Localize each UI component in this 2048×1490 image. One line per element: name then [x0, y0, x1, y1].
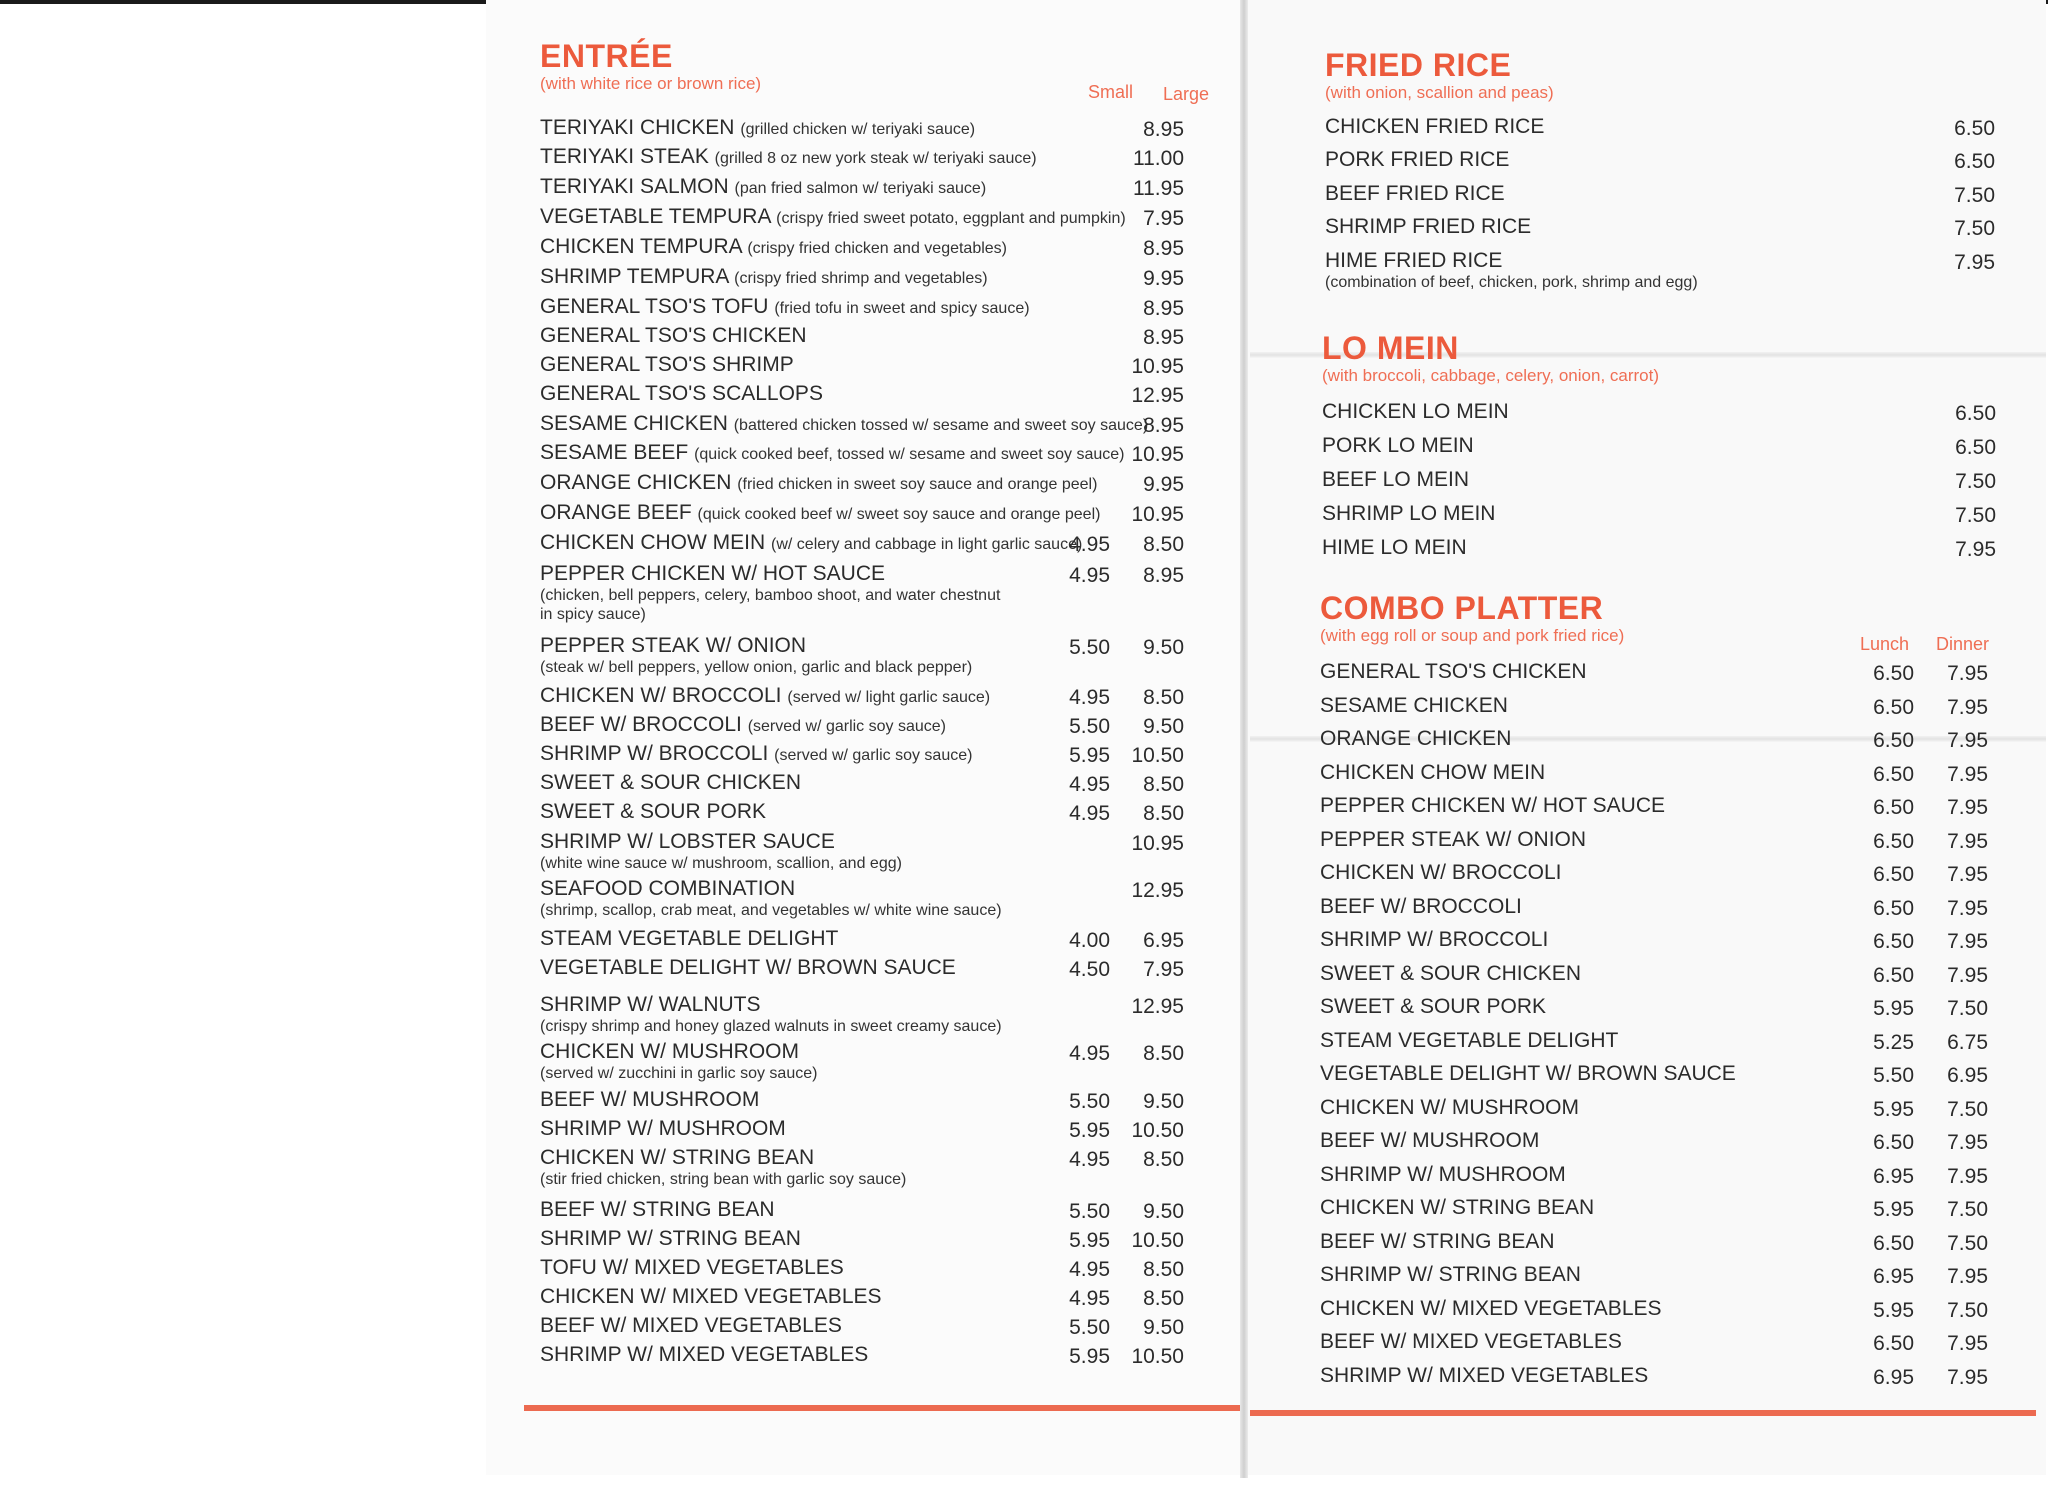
price-large: 8.50	[1143, 1287, 1184, 1310]
menu-item-row	[1320, 761, 2010, 785]
price-large: 10.50	[1131, 744, 1184, 767]
menu-item-row	[540, 634, 1220, 677]
price-large: 9.50	[1143, 636, 1184, 659]
price-large: 6.95	[1143, 929, 1184, 952]
center-fold	[1240, 0, 1248, 1478]
item-description: (steak w/ bell peppers, yellow onion, garlic and black pepper)	[540, 659, 973, 676]
item-name: SHRIMP W/ MIXED VEGETABLES	[1320, 1363, 1649, 1387]
price-dinner: 7.95	[1947, 963, 1988, 987]
menu-item-row	[1320, 1263, 2010, 1287]
price-lunch: 5.95	[1873, 997, 1914, 1020]
menu-item-row	[1322, 536, 2002, 560]
item-description: (served w/ zucchini in garlic soy sauce)	[540, 1065, 818, 1082]
menu-item-row	[540, 1088, 1220, 1112]
price-small: 5.50	[1069, 1090, 1110, 1113]
menu-item-row	[1320, 1029, 2010, 1053]
price-lunch: 6.50	[1873, 863, 1914, 886]
item-name: SHRIMP W/ STRING BEAN	[1320, 1263, 1581, 1286]
menu-item-row	[1322, 434, 2002, 458]
item-name: VEGETABLE DELIGHT W/ BROWN SAUCE	[540, 956, 956, 979]
item-name: SHRIMP W/ LOBSTER SAUCE	[540, 830, 835, 853]
item-name: CHICKEN W/ STRING BEAN	[1320, 1196, 1595, 1219]
price-small: 4.95	[1069, 1148, 1110, 1171]
price: 7.50	[1954, 217, 1995, 240]
entree-title: ENTRÉE	[540, 38, 673, 74]
item-name: GENERAL TSO'S SHRIMP	[540, 353, 794, 376]
item-name: BEEF W/ MUSHROOM	[540, 1088, 760, 1111]
price-dinner: 7.95	[1947, 695, 1988, 719]
price-large: 8.95	[1143, 326, 1184, 349]
menu-item-row	[540, 382, 1220, 406]
item-name: GENERAL TSO'S CHICKEN	[1320, 660, 1587, 683]
price-lunch: 5.95	[1873, 1097, 1914, 1121]
price-small: 5.95	[1069, 744, 1110, 767]
item-name: SHRIMP W/ BROCCOLI	[1320, 928, 1549, 951]
price-dinner: 7.95	[1947, 1365, 1988, 1389]
item-description: (quick cooked beef, tossed w/ sesame and sweet soy sauce)	[694, 446, 1125, 463]
price-lunch: 6.50	[1873, 963, 1914, 987]
item-description: (crispy fried sweet potato, eggplant and pumpkin)	[776, 210, 1126, 227]
item-name: BEEF FRIED RICE	[1325, 182, 1505, 205]
item-name: BEEF W/ MIXED VEGETABLES	[540, 1314, 842, 1337]
item-description: (fried tofu in sweet and spicy sauce)	[774, 300, 1030, 317]
item-name: SWEET & SOUR PORK	[540, 800, 766, 823]
lo-mein-title: LO MEIN	[1322, 330, 1459, 366]
price-dinner: 7.95	[1947, 1332, 1988, 1355]
item-name: ORANGE BEEF	[540, 501, 692, 524]
menu-item-row	[1322, 468, 2002, 492]
price-small: 4.95	[1069, 1258, 1110, 1281]
price-large: 9.50	[1143, 1200, 1184, 1223]
price-large: 7.95	[1143, 958, 1184, 981]
item-name: GENERAL TSO'S TOFU	[540, 295, 769, 318]
price-large: 12.95	[1131, 879, 1184, 902]
menu-item-row	[1320, 1230, 2010, 1254]
price-dinner: 7.95	[1947, 1164, 1988, 1188]
price-large: 8.50	[1143, 1258, 1184, 1281]
price-small: 4.00	[1069, 929, 1110, 952]
item-name: BEEF W/ MUSHROOM	[1320, 1129, 1540, 1152]
item-name: CHICKEN CHOW MEIN	[540, 531, 766, 554]
price-large: 8.50	[1143, 1148, 1184, 1171]
item-name: CHICKEN TEMPURA	[540, 235, 742, 258]
item-name: BEEF W/ MIXED VEGETABLES	[1320, 1330, 1622, 1353]
item-description: (w/ celery and cabbage in light garlic sauce)	[771, 536, 1083, 553]
price-large: 10.50	[1131, 1229, 1184, 1252]
menu-item-row	[1322, 502, 2002, 526]
item-name: CHICKEN CHOW MEIN	[1320, 760, 1546, 784]
menu-item-row	[540, 205, 1220, 229]
menu-item-row	[1325, 148, 2005, 172]
item-name: TOFU W/ MIXED VEGETABLES	[540, 1256, 844, 1279]
combo-col-lunch: Lunch	[1860, 634, 1910, 654]
menu-item-row	[540, 684, 1220, 708]
menu-item-row	[540, 993, 1220, 1036]
menu-item-row	[1325, 215, 2005, 239]
menu-item-row	[540, 235, 1220, 259]
price: 7.50	[1955, 470, 1996, 493]
menu-item-row	[540, 145, 1220, 169]
price-large: 10.50	[1131, 1345, 1184, 1368]
price-lunch: 6.50	[1873, 896, 1914, 920]
price-small: 4.95	[1069, 1042, 1110, 1065]
price-small: 4.95	[1069, 802, 1110, 825]
menu-item-row	[540, 531, 1220, 555]
bottom-rule-right	[1250, 1410, 2036, 1416]
menu-item-row	[1320, 1062, 2010, 1086]
item-name: CHICKEN W/ BROCCOLI	[1320, 861, 1562, 884]
price-lunch: 6.95	[1873, 1164, 1914, 1188]
item-name: TERIYAKI CHICKEN	[540, 116, 735, 139]
price-dinner: 7.50	[1947, 1298, 1988, 1322]
price-lunch: 6.50	[1873, 762, 1914, 786]
item-description: (crispy fried shrimp and vegetables)	[734, 270, 988, 287]
item-name: STEAM VEGETABLE DELIGHT	[540, 927, 839, 950]
item-name: SESAME CHICKEN	[1320, 693, 1508, 717]
item-name: CHICKEN LO MEIN	[1322, 400, 1509, 423]
price-lunch: 6.95	[1873, 1365, 1914, 1389]
price-lunch: 6.50	[1873, 930, 1914, 953]
price-large: 10.95	[1131, 503, 1184, 526]
menu-item-row	[1320, 794, 2010, 818]
item-name: SHRIMP W/ WALNUTS	[540, 993, 761, 1016]
price-lunch: 5.95	[1873, 1198, 1914, 1221]
menu-item-row	[1320, 660, 2010, 684]
menu-item-row	[540, 877, 1220, 920]
menu-item-row	[540, 562, 1220, 624]
menu-item-row	[1320, 962, 2010, 986]
lo-mein-subtitle: (with broccoli, cabbage, celery, onion, carrot)	[1322, 366, 1660, 385]
menu-item-row	[540, 471, 1220, 495]
price-dinner: 7.95	[1947, 1131, 1988, 1154]
item-description: (pan fried salmon w/ teriyaki sauce)	[734, 180, 987, 197]
menu-item-row	[1325, 115, 2005, 139]
price-large: 11.95	[1133, 177, 1184, 200]
combo-platter-section	[1320, 590, 2010, 1400]
item-name: HIME FRIED RICE	[1325, 249, 1503, 272]
menu-item-row	[1320, 928, 2010, 952]
price-large: 8.95	[1143, 297, 1184, 320]
item-name: VEGETABLE TEMPURA	[540, 205, 771, 228]
item-name: GENERAL TSO'S CHICKEN	[540, 324, 807, 347]
item-name: CHICKEN W/ MUSHROOM	[540, 1040, 799, 1063]
fried-rice-subtitle: (with onion, scallion and peas)	[1325, 83, 1554, 102]
price-lunch: 5.25	[1873, 1030, 1914, 1054]
price-dinner: 7.95	[1947, 662, 1988, 685]
price-small: 5.50	[1069, 636, 1110, 659]
price-small: 4.95	[1069, 773, 1110, 796]
price-lunch: 6.50	[1873, 1332, 1914, 1355]
menu-item-row	[540, 501, 1220, 525]
menu-item-row	[540, 956, 1220, 980]
item-name: BEEF W/ BROCCOLI	[1320, 894, 1522, 918]
item-name: CHICKEN W/ BROCCOLI	[540, 684, 782, 707]
item-name: PORK LO MEIN	[1322, 434, 1474, 457]
item-description: (grilled 8 oz new york steak w/ teriyaki sauce)	[714, 150, 1037, 167]
item-name: ORANGE CHICKEN	[1320, 727, 1512, 750]
item-name: CHICKEN FRIED RICE	[1325, 115, 1545, 138]
bottom-rule-left	[524, 1405, 1240, 1411]
menu-item-row	[540, 1314, 1220, 1338]
price-large: 10.95	[1131, 832, 1184, 855]
menu-item-row	[1320, 694, 2010, 718]
menu-item-row	[1320, 1129, 2010, 1153]
item-description: (fried chicken in sweet soy sauce and orange peel)	[737, 476, 1098, 493]
item-description: (shrimp, scallop, crab meat, and vegetables w/ white wine sauce)	[540, 902, 1002, 919]
item-name: SHRIMP W/ STRING BEAN	[540, 1227, 801, 1250]
price-large: 12.95	[1131, 384, 1184, 407]
menu-item-row	[540, 265, 1220, 289]
item-name: BEEF W/ BROCCOLI	[540, 713, 742, 736]
price-large: 8.95	[1143, 118, 1184, 141]
item-name: SWEET & SOUR PORK	[1320, 995, 1546, 1018]
price-dinner: 7.50	[1947, 997, 1988, 1020]
price-large: 9.50	[1143, 715, 1184, 738]
price-large: 9.95	[1143, 267, 1184, 290]
combo-title: COMBO PLATTER	[1320, 590, 1604, 626]
price-large: 9.50	[1143, 1090, 1184, 1113]
menu-item-row	[1320, 895, 2010, 919]
price-lunch: 6.95	[1873, 1265, 1914, 1288]
item-description: (battered chicken tossed w/ sesame and sweet soy sauce)	[733, 417, 1149, 434]
lo-mein-section	[1322, 330, 2006, 570]
price-dinner: 7.50	[1947, 1097, 1988, 1121]
price-large: 8.95	[1143, 237, 1184, 260]
item-description: (served w/ garlic soy sauce)	[747, 718, 946, 735]
item-name: PEPPER CHICKEN W/ HOT SAUCE	[1320, 794, 1666, 817]
price-large: 8.95	[1143, 564, 1184, 587]
item-description: (crispy fried chicken and vegetables)	[747, 240, 1008, 257]
item-description-cont: in spicy sauce)	[540, 606, 646, 623]
price-dinner: 7.95	[1947, 896, 1988, 920]
menu-item-row	[1325, 249, 2005, 292]
item-name: SESAME CHICKEN	[540, 412, 728, 435]
price-dinner: 6.75	[1947, 1030, 1988, 1054]
item-name: SHRIMP W/ MIXED VEGETABLES	[540, 1343, 869, 1366]
price-lunch: 6.50	[1873, 829, 1914, 853]
item-name: SHRIMP FRIED RICE	[1325, 215, 1532, 238]
menu-item-row	[540, 1117, 1220, 1141]
menu-item-row	[540, 713, 1220, 737]
menu-item-row	[540, 1040, 1220, 1083]
item-name: SHRIMP TEMPURA	[540, 265, 729, 288]
price-lunch: 5.95	[1873, 1298, 1914, 1322]
price-lunch: 6.50	[1873, 695, 1914, 719]
menu-item-row	[540, 412, 1220, 436]
item-name: PEPPER STEAK W/ ONION	[540, 634, 807, 657]
menu-item-row	[1320, 1330, 2010, 1354]
price-large: 8.95	[1143, 414, 1184, 437]
item-name: SWEET & SOUR CHICKEN	[540, 771, 801, 794]
item-description: (served w/ garlic soy sauce)	[774, 747, 973, 764]
price-large: 8.50	[1143, 1042, 1184, 1065]
entree-col-small: Small	[1088, 82, 1134, 102]
menu-item-row	[540, 324, 1220, 348]
price-large: 11.00	[1133, 147, 1184, 170]
entree-col-large: Large	[1163, 84, 1210, 104]
menu-item-row	[540, 771, 1220, 795]
item-description: (quick cooked beef w/ sweet soy sauce and orange peel)	[697, 506, 1101, 523]
menu-item-row	[1320, 1196, 2010, 1220]
price-lunch: 5.50	[1873, 1064, 1914, 1087]
price-dinner: 7.95	[1947, 930, 1988, 953]
menu-item-row	[540, 295, 1220, 319]
item-name: CHICKEN W/ STRING BEAN	[540, 1146, 815, 1169]
item-name: PORK FRIED RICE	[1325, 148, 1510, 171]
menu-item-row	[1320, 727, 2010, 751]
combo-subtitle: (with egg roll or soup and pork fried rice)	[1320, 626, 1625, 645]
price-small: 5.50	[1069, 1316, 1110, 1339]
price: 6.50	[1954, 150, 1995, 173]
item-name: BEEF LO MEIN	[1322, 468, 1470, 491]
price-dinner: 7.95	[1947, 1265, 1988, 1288]
item-name: SEAFOOD COMBINATION	[540, 877, 796, 900]
price: 7.95	[1954, 251, 1995, 274]
price-dinner: 6.95	[1947, 1064, 1988, 1087]
price: 7.95	[1955, 538, 1996, 561]
item-name: SESAME BEEF	[540, 441, 689, 464]
price-lunch: 6.50	[1873, 1231, 1914, 1255]
price: 6.50	[1955, 402, 1996, 425]
fried-rice-title: FRIED RICE	[1325, 47, 1512, 83]
price-dinner: 7.95	[1947, 762, 1988, 786]
price-dinner: 7.95	[1947, 863, 1988, 886]
item-description: (white wine sauce w/ mushroom, scallion, and egg)	[540, 855, 902, 872]
price-large: 7.95	[1143, 207, 1184, 230]
price-large: 10.95	[1131, 443, 1184, 466]
item-description: (crispy shrimp and honey glazed walnuts in sweet creamy sauce)	[540, 1018, 1002, 1035]
price-dinner: 7.50	[1947, 1198, 1988, 1221]
menu-item-row	[1320, 1163, 2010, 1187]
price-small: 5.95	[1069, 1119, 1110, 1142]
price-large: 8.50	[1143, 802, 1184, 825]
menu-item-row	[540, 830, 1220, 873]
price-small: 5.95	[1069, 1345, 1110, 1368]
menu-item-row	[540, 1146, 1220, 1189]
item-name: SHRIMP W/ MUSHROOM	[1320, 1162, 1566, 1186]
price-small: 4.95	[1069, 1287, 1110, 1310]
item-name: VEGETABLE DELIGHT W/ BROWN SAUCE	[1320, 1062, 1736, 1085]
menu-item-row	[540, 1198, 1220, 1222]
price-large: 12.95	[1131, 995, 1184, 1018]
price-dinner: 7.95	[1947, 729, 1988, 752]
menu-item-row	[540, 927, 1220, 951]
price: 6.50	[1954, 117, 1995, 140]
item-name: TERIYAKI STEAK	[540, 145, 709, 168]
price: 7.50	[1954, 184, 1995, 207]
menu-item-row	[540, 742, 1220, 766]
menu-item-row	[540, 800, 1220, 824]
menu-item-row	[540, 353, 1220, 377]
price-lunch: 6.50	[1873, 1131, 1914, 1154]
item-name: PEPPER STEAK W/ ONION	[1320, 827, 1587, 851]
price-large: 10.95	[1131, 355, 1184, 378]
item-name: GENERAL TSO'S SCALLOPS	[540, 382, 823, 405]
menu-item-row	[540, 1256, 1220, 1280]
price-large: 9.50	[1143, 1316, 1184, 1339]
price-large: 9.95	[1143, 473, 1184, 496]
price-dinner: 7.95	[1947, 829, 1988, 853]
menu-item-row	[540, 116, 1220, 140]
item-name: STEAM VEGETABLE DELIGHT	[1320, 1028, 1619, 1052]
price-small: 5.50	[1069, 1200, 1110, 1223]
price-lunch: 6.50	[1873, 662, 1914, 685]
menu-item-row	[540, 1343, 1220, 1367]
price-small: 5.50	[1069, 715, 1110, 738]
menu-item-row	[1320, 995, 2010, 1019]
fried-rice-section	[1325, 47, 2005, 307]
price-small: 4.95	[1069, 533, 1110, 556]
item-name: CHICKEN W/ MUSHROOM	[1320, 1095, 1579, 1119]
item-name: CHICKEN W/ MIXED VEGETABLES	[540, 1285, 882, 1308]
menu-item-row	[1320, 1364, 2010, 1388]
menu-item-row	[1320, 1297, 2010, 1321]
menu-item-row	[1320, 861, 2010, 885]
item-name: SHRIMP W/ MUSHROOM	[540, 1117, 786, 1140]
price: 6.50	[1955, 436, 1996, 459]
item-name: ORANGE CHICKEN	[540, 471, 732, 494]
item-name: BEEF W/ STRING BEAN	[540, 1198, 775, 1221]
item-name: PEPPER CHICKEN W/ HOT SAUCE	[540, 562, 886, 585]
item-description: (served w/ light garlic sauce)	[787, 689, 991, 706]
menu-item-row	[540, 175, 1220, 199]
entree-subtitle: (with white rice or brown rice)	[540, 74, 762, 93]
item-name: HIME LO MEIN	[1322, 536, 1467, 559]
item-description: (grilled chicken w/ teriyaki sauce)	[740, 121, 976, 138]
item-name: SHRIMP LO MEIN	[1322, 502, 1496, 525]
item-description: (chicken, bell peppers, celery, bamboo shoot, and water chestnut	[540, 587, 1001, 604]
price-large: 10.50	[1131, 1119, 1184, 1142]
combo-col-dinner: Dinner	[1936, 634, 1990, 654]
menu-item-row	[540, 1285, 1220, 1309]
entree-section	[540, 38, 1220, 1398]
item-name: TERIYAKI SALMON	[540, 175, 729, 198]
price-small: 4.95	[1069, 686, 1110, 709]
menu-item-row	[540, 1227, 1220, 1251]
item-name: SWEET & SOUR CHICKEN	[1320, 961, 1581, 985]
price-large: 8.50	[1143, 533, 1184, 556]
price-dinner: 7.50	[1947, 1231, 1988, 1255]
price-small: 4.95	[1069, 564, 1110, 587]
menu-item-row	[1325, 182, 2005, 206]
price-lunch: 6.50	[1873, 796, 1914, 819]
item-description: (stir fried chicken, string bean with garlic soy sauce)	[540, 1171, 907, 1188]
price-small: 5.95	[1069, 1229, 1110, 1252]
menu-item-row	[1322, 400, 2002, 424]
price-lunch: 6.50	[1873, 729, 1914, 752]
price-small: 4.50	[1069, 958, 1110, 981]
price-large: 8.50	[1143, 686, 1184, 709]
menu-item-row	[1320, 828, 2010, 852]
menu-item-row	[540, 441, 1220, 465]
menu-item-row	[1320, 1096, 2010, 1120]
price: 7.50	[1955, 504, 1996, 527]
item-name: BEEF W/ STRING BEAN	[1320, 1229, 1555, 1253]
item-description: (combination of beef, chicken, pork, shrimp and egg)	[1325, 274, 1698, 291]
item-name: SHRIMP W/ BROCCOLI	[540, 742, 769, 765]
price-large: 8.50	[1143, 773, 1184, 796]
price-dinner: 7.95	[1947, 796, 1988, 819]
item-name: CHICKEN W/ MIXED VEGETABLES	[1320, 1296, 1662, 1320]
